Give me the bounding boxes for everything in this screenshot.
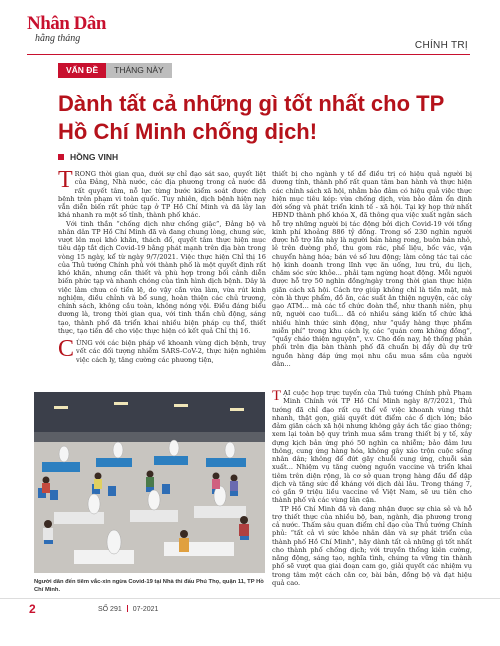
paragraph-1: TRONG thời gian qua, dưới sự chỉ đạo sát sao, quyết liệt của Đảng, Nhà nước, các địa phương trong cả nước đã rất quyết tâm, nỗ lực từng bước kiểm soát được dịch bệnh trên phạm vi toàn quốc. Tuy nhiên, dịch bệnh hiện nay vẫn diễn biến rất phức tạp ở TP Hồ Chí Minh và đã lây lan khá nhanh ra một số tỉnh, thành phố khác. [58,167,266,220]
photo-caption: Người dân đến tiêm vắc-xin ngừa Covid-19 tại Nhà thi đấu Phú Thọ, quận 11, TP Hồ Chí Minh. [34,579,264,593]
footer-divider [0,598,500,599]
author-name: HỒNG VINH [70,152,119,162]
paragraph-5: TẠI cuộc họp trực tuyến của Thủ tướng Chính phủ Phạm Minh Chính với TP Hồ Chí Minh ngày 8/7/2021, Thủ tướng đã chỉ đạo rất cụ thể về việc khoanh vùng thật nhanh, thật gọn, giải quyết dứt điểm các ổ dịch lớn; bảo đảm giãn cách xã hội nhưng không gây ách tắc giao thông; xem lại toàn bộ quy trình mua sắm trang thiết bị y tế, xây dựng kịch bản ứng phó 50 nghìn ca nhiễm; bảo đảm lưu thông, cung ứng hàng hóa, không gây xáo trộn cuộc sống nhân dân; không để đứt gãy chuỗi cung ứng, chuỗi sản xuất... Nhiệm vụ tăng cường nguồn vaccine và triển khai tiêm trên diện rộng, là cơ sở quan trọng hàng đầu để dập dịch và tăng sức đề kháng với dịch dài lâu. Trong tháng 7, có gần 9 triệu liều vaccine về Việt Nam, sẽ ưu tiên cho thành phố và các vùng lân cận. [272,388,472,505]
article-author [58,152,118,162]
issue-separator [127,605,128,612]
dropcap: T [58,167,73,193]
dropcap: T [272,388,282,404]
paragraph-4: thiết bị cho ngành y tế để điều trị có hiệu quả người bị dương tính, thành phố rất quan tâm ban hành và thực hiện các chính sách xã hội, nhằm bảo đảm có hiệu quả việc thực hiện mục tiêu kép: vừa chống dịch, vừa bảo đảm ổn định đời sống và phát triển kinh tế - xã hội. Tại kỳ họp thứ nhất HĐND thành phố khóa X, đã thông qua việc xuất ngân sách hỗ trợ những người bị tác động bởi dịch Covid-19 với tổng kinh phí khoảng 886 tỷ đồng. Trong số 230 nghìn người được hỗ trợ lần này là người bán hàng rong, buôn bán nhỏ, lẻ trên đường phố, thu gom rác, phế liệu, bốc vác, vận chuyển hàng hóa; bán vé số lưu động; làm công tác tại các hộ kinh doanh trong lĩnh vực ăn uống, lưu trú, du lịch, chăm sóc sức khỏe... phải tạm ngừng hoạt động. Mỗi người được hỗ trợ 50 nghìn đồng/ngày trong thời gian thực hiện giãn cách xã hội. Cách trợ giúp không chỉ là tiền mặt, mà còn là thực phẩm, đồ ăn, các suất ăn thiện nguyện, các cây gạo ATM... mà các tổ chức đoàn thể, như thanh niên, phụ nữ, người cao tuổi... đã có nhiều sáng kiến tổ chức khá nhiều hình thức sinh động, như “quầy hàng thực phẩm miễn phí” trong khu cách ly, các “quán cơm không đồng”, “quầy cháo thiện nguyện”, v.v. Cho đến nay, hệ thống phân phối trên địa bàn thành phố đã chuẩn bị đầy đủ dự trữ nguồn hàng đáp ứng mọi nhu cầu mua sắm của người dân... [272,170,472,368]
dropcap: C [58,336,75,362]
paragraph-3: CÙNG với các biện pháp về khoanh vùng dịch bệnh, truy vết các đối tượng nhiễm SARS-CoV-2, thực hiện nghiêm việc cách ly, tăng cường các phương tiện, [58,336,266,364]
article-title: Dành tất cả những gì tốt nhất cho TP Hồ Chí Minh chống dịch! [58,91,444,144]
issue-number: SỐ 291 [98,606,122,613]
logo-sub: hằng tháng [35,33,81,44]
topic-tags [58,63,172,78]
issue-info [98,605,158,613]
header-divider [27,54,470,55]
body-column-left [58,167,266,364]
tag-main: VẤN ĐỀ [58,63,106,78]
logo-main: Nhân Dân [27,13,106,34]
paragraph-6: TP Hồ Chí Minh đã và đang nhận được sự chia sẻ và hỗ trợ thiết thực của nhiều bộ, ban, ngành, địa phương trong cả nước. Thấm sâu quan điểm chỉ đạo của Thủ tướng Chính phủ: “tất cả vì sức khỏe nhân dân và sự phát triển của thành phố Hồ Chí Minh”, hãy dành tất cả những gì tốt nhất cho thành phố chống dịch; với truyền thống kiên cường, năng động, sáng tạo, nghĩa tình, chúng ta vững tin thành phố sẽ vượt qua giai đoạn cam go, giải quyết các nhiệm vụ trong tâm một cách căn cơ, bài bản, đồng bộ và đạt hiệu quả cao. [272,504,472,587]
author-marker [58,154,64,160]
body-column-right [272,170,472,368]
newspaper-logo [27,14,107,50]
section-label: CHÍNH TRỊ [414,40,468,51]
vaccination-photo [34,392,265,573]
issue-date: 07-2021 [132,606,159,613]
vaccination-hall-illustration [34,392,265,573]
body-column-right-lower [272,389,472,587]
tag-sub: THÁNG NÀY [106,63,172,78]
page-number: 2 [29,602,36,616]
paragraph-2: Với tinh thần “chống dịch như chống giặc”, Đảng bộ và nhân dân TP Hồ Chí Minh đã và đang chung lòng, chung sức, vượt lên mọi khó khăn, thách đố, quyết tâm thực hiện mục tiêu dập tắt dịch Covid-19 bằng phát mạnh trên địa bàn trong vòng 15 ngày, kể từ ngày 9/7/2021. Việc thực hiện Chỉ thị 16 của Thủ tướng Chính phủ với thành phố là một quyết định rất khó khăn, nhưng cần thiết và phù hợp trong bối cảnh diễn biến phức tạp và nhanh chóng của tình hình dịch bệnh. Dây là việc làm chưa có tiền lệ, do vậy cần vừa làm, vừa rút kinh nghiệm, điều chỉnh và bổ sung, hoàn thiện các chủ trương, chính sách, không cầu toàn, không nóng vội. Điều đáng biểu dương là, trong thời gian qua, với tinh thần chủ động, sáng tạo, thành phố đã triển khai nhiều biện pháp cụ thể, thiết thực, tạo tiền đề cho việc thực hiện có kết quả Chỉ thị 16. [58,219,266,335]
